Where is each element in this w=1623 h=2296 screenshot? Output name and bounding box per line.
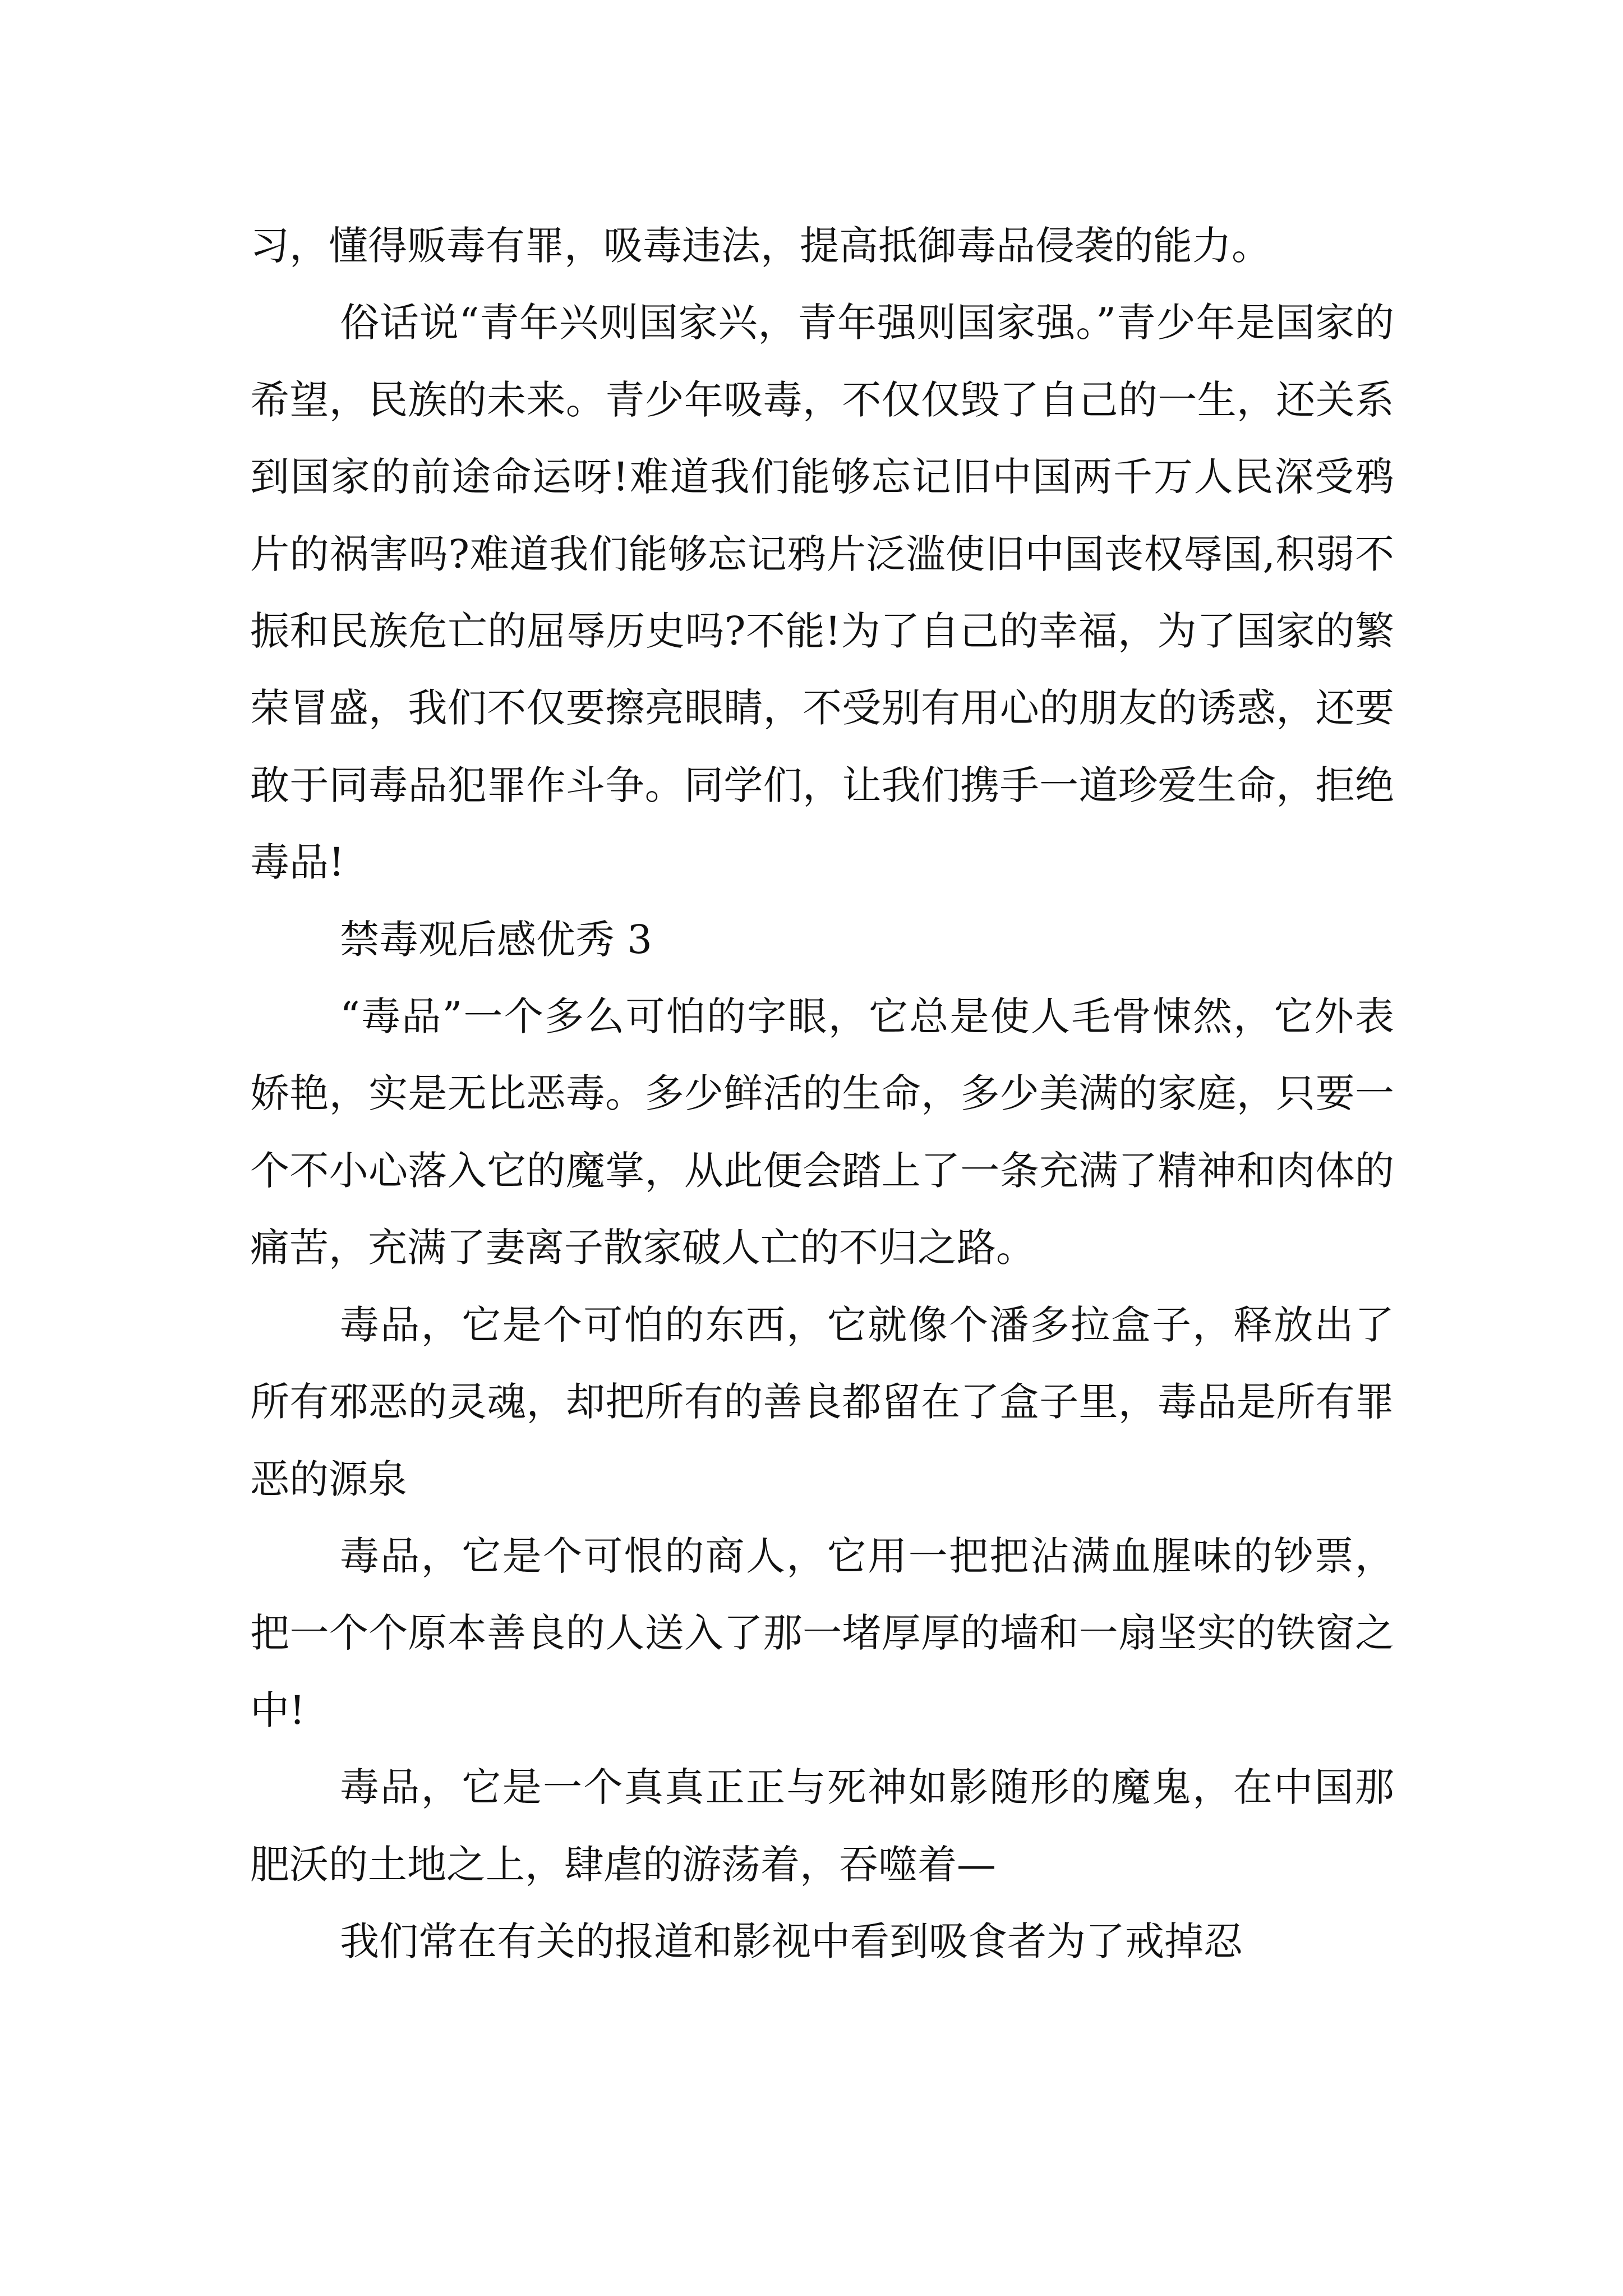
section-heading: 禁毒观后感优秀 3	[340, 916, 652, 963]
paragraph-4: “毒品”一个多么可怕的字眼，它总是使人毛骨悚然，它外表娇艳，实是无比恶毒。多少鲜活的生命，多少美满的家庭，只要一个不小心落入它的魔掌，从此便会踏上了一条充满了精神和肉体的痛苦，充满了妻离子散家破人亡的不归之路。	[250, 993, 1394, 1271]
paragraph-2: 俗话说“青年兴则国家兴，青年强则国家强。”青少年是国家的希望，民族的未来。青少年吸毒，不仅仅毁了自己的一生，还关系到国家的前途命运呀!难道我们能够忘记旧中国两千万人民深受鸦片的祸害吗?难道我们能够忘记鸦片泛滥使旧中国丧权辱国,积弱不振和民族危亡的屈辱历史吗?不能!为了自己的幸福，为了国家的繁荣冒盛，我们不仅要擦亮眼睛，不受别有用心的朋友的诱惑，还要敢于同毒品犯罪作斗争。同学们，让我们携手一道珍爱生命，拒绝毒品!	[250, 300, 1394, 886]
paragraph-1: 习，懂得贩毒有罪，吸毒违法，提高抵御毒品侵袭的能力。	[250, 223, 1271, 269]
document-body	[250, 208, 1394, 1980]
paragraph-7: 毒品，它是一个真真正正与死神如影随形的魔鬼，在中国那肥沃的土地之上，肆虐的游荡着，吞噬着—	[250, 1764, 1394, 1888]
paragraph-6: 毒品，它是个可恨的商人，它用一把把沾满血腥味的钞票，把一个个原本善良的人送入了那一堵厚厚的墙和一扇坚实的铁窗之中!	[250, 1533, 1394, 1733]
paragraph-8: 我们常在有关的报道和影视中看到吸食者为了戒掉忍	[340, 1918, 1243, 1964]
paragraph-5: 毒品，它是个可怕的东西，它就像个潘多拉盒子，释放出了所有邪恶的灵魂，却把所有的善良都留在了盒子里，毒品是所有罪恶的源泉	[250, 1301, 1394, 1502]
